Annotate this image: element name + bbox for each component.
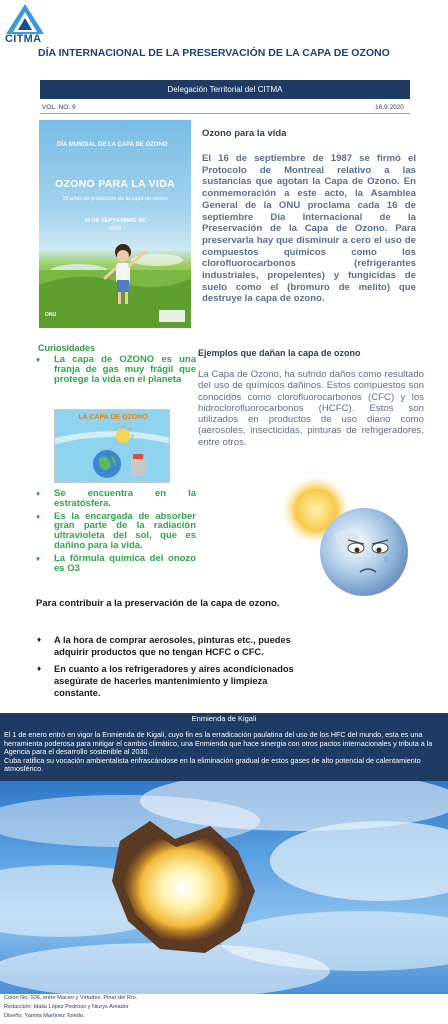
- list-item: ♦ A la hora de comprar aerosoles, pinturas etc., puedes adquirir productos que no tengan HCFC o CFC.: [36, 634, 296, 658]
- poster-headline: OZONO PARA LA VIDA: [55, 178, 175, 190]
- footer-address: Colón No. 106, entre Maceo y Virtudes. Pinar del Río.: [4, 995, 138, 1001]
- footer-editors: Redacción: Idalia López Pedroso y Niurys Amador: [4, 1004, 129, 1010]
- issue-date: 16.9.2020: [375, 104, 404, 111]
- curiosidades-list-bottom: [36, 489, 196, 576]
- contribuir-list: [36, 634, 296, 704]
- poster-year: 2020: [108, 226, 122, 232]
- kigali-text: [4, 731, 446, 774]
- logo-triangle-icon: [4, 2, 46, 36]
- footer: [4, 994, 444, 1021]
- kigali-title: Enmienda de Kigali: [191, 714, 257, 723]
- sky-illustration: [0, 781, 448, 994]
- poster-illustration: [39, 120, 191, 328]
- footer-design: Diseño: Yamira Martínez Toledo.: [4, 1013, 85, 1019]
- ejemplos-body: La Capa de Ozono, ha sufrido daños como resultado del uso de químicos dañinos. Estos compuestos son conocidos como clorofluorocarbonos (CFC) y los hidroclorofluorocarbonos (HCFC). Estos son utilizados en productos de uso diario como (aerosoles, insecticidas, pinturas de refrigeradores, entre otros.: [198, 369, 424, 448]
- poster-line1: DÍA MUNDIAL DE LA CAPA DE OZONO: [57, 142, 168, 148]
- kigali-paragraph-2: Cuba ratifica su vocación ambientalista enfrascándose en la eliminación gradual de estos gases de alto potencial de calentamiento atmosférico.: [4, 755, 421, 774]
- list-item: ♦ En cuanto a los refrigeradores y aires acondicionados asegúrate de hacerles mantenimiento y limpieza constante.: [36, 663, 296, 699]
- ozone-hole-sky-image: [0, 781, 448, 994]
- sad-earth-sun-illustration: [268, 474, 416, 602]
- delegation-band: Delegación Territorial del CITMA: [40, 80, 410, 99]
- list-item: ♦ La capa de OZONO es una franja de gas muy frágil que protege la vida en el planeta: [36, 355, 196, 384]
- logo-text: CITMA: [5, 33, 42, 45]
- ozone-layer-cartoon: [54, 409, 170, 483]
- curiosidades-heading: Curiosidades: [38, 343, 96, 353]
- list-item: ♦ Es la encargada de absorber gran parte de la radiación ultravioleta del sol, que es dañino para la vida.: [36, 512, 196, 551]
- ozone-poster-image: [39, 120, 191, 328]
- curiosidades-list-top: [36, 355, 196, 387]
- kigali-section: [0, 713, 448, 781]
- ozono-heading: Ozono para la vida: [202, 128, 287, 139]
- volume-number: VOL. NO. 9: [42, 104, 76, 111]
- ozono-body: El 16 de septiembre de 1987 se firmó el Protocolo de Montreal relativo a las sustancias que agotan la Capa de Ozono. En conmemoración a este acto, la Asamblea General de la ONU proclama cada 16 de septiembre Día Internacional de la Preservación de la Capa de Ozono. Para preservarla hay que disminuir a cero el uso de compuestos químicos como los clorofluorocarbonos (refrigerantes industriales, propelentes) y fungicidas de suelo como el (bromuro de melito) que destruye la capa de ozono.: [202, 153, 416, 305]
- poster-subtitle: 35 años de protección de la capa de ozono: [62, 196, 168, 202]
- list-item: ♦ Se encuentra en la estratósfera.: [36, 489, 196, 509]
- list-item: ♦ La fórmula química del onozo es O3: [36, 554, 196, 574]
- ejemplos-heading: Ejemplos que dañan la capa de ozono: [198, 348, 361, 358]
- poster-date: 16 DE SEPTIEMBRE DE: [84, 218, 146, 224]
- header-divider: [40, 113, 410, 114]
- poster-org: ONU: [45, 312, 57, 318]
- cartoon-title: LA CAPA DE OZONO: [78, 414, 148, 421]
- page-title: DÍA INTERNACIONAL DE LA PRESERVACIÓN DE LA CAPA DE OZONO: [38, 47, 390, 59]
- kigali-paragraph-1: El 1 de enero entró en vigor la Enmienda de Kigali, cuyo fin es la erradicación paulatina del uso de los HFC del mundo, esta es una herramienta poderosa para mitigar el cambio climático, una Enmienda que hace sinergia con otros pactos internacionales y tributa a la Agencia para el desarrollo sostenible al 2030.: [4, 730, 433, 757]
- contribuir-intro: Para contribuir a la preservación de la capa de ozono.: [36, 598, 280, 609]
